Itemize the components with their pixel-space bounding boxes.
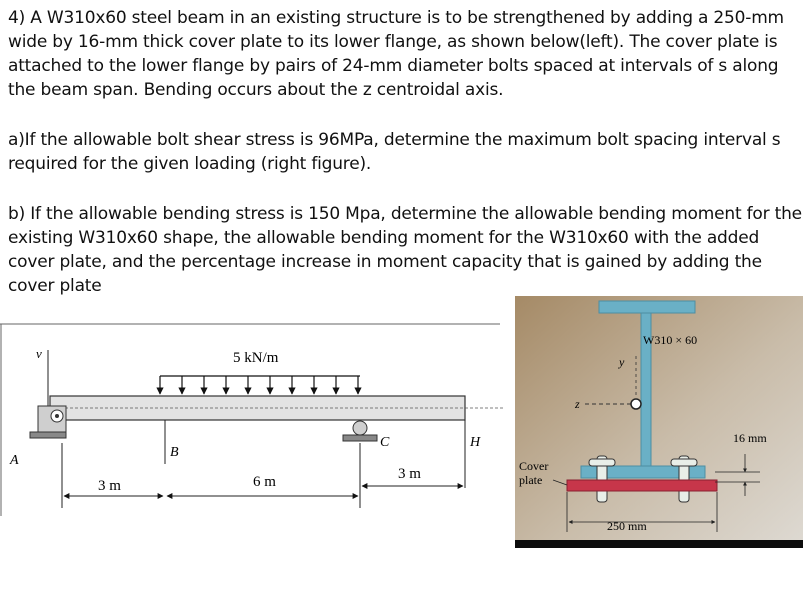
cover-plate bbox=[567, 480, 717, 491]
point-b-label: B bbox=[170, 445, 179, 460]
dim-label-ch: 3 m bbox=[398, 466, 421, 482]
point-a-label: A bbox=[10, 453, 19, 468]
problem-part-b: b) If the allowable bending stress is 150 Mpa, determine the allowable bending moment for the existing W310x60 shape, the allowable bending moment for the W310x60 with the added cover plate, and the percentage increase in moment capacity that is gained by adding the cover plate bbox=[8, 204, 802, 296]
y-label: y bbox=[619, 355, 625, 369]
centroid-marker bbox=[631, 399, 641, 409]
dim-label-ab: 3 m bbox=[98, 478, 121, 494]
cover-plate-label-2: plate bbox=[519, 473, 543, 487]
z-label: z bbox=[575, 397, 580, 411]
roller-support-c bbox=[343, 421, 377, 441]
shape-label: W310 × 60 bbox=[643, 333, 698, 347]
pin-support-a bbox=[30, 406, 66, 438]
v-label: v bbox=[36, 346, 42, 361]
photo-bottom-band bbox=[515, 540, 803, 548]
point-c-label: C bbox=[380, 435, 390, 450]
distributed-load-arrows bbox=[160, 376, 360, 394]
point-h-label: H bbox=[470, 435, 481, 450]
load-label: 5 kN/m bbox=[233, 350, 279, 366]
width-label: 250 mm bbox=[607, 519, 647, 533]
problem-part-a: a)If the allowable bolt shear stress is 96MPa, determine the maximum bolt spacing interval s required for the given loading (right figure). bbox=[8, 130, 781, 174]
problem-intro: 4) A W310x60 steel beam in an existing structure is to be strengthened by adding a 250-mm wide by 16-mm thick cover plate to its lower flange, as shown below(left). The cover plate is attached to the lower flange by pairs of 24-mm diameter bolts spaced at intervals of s along the beam span. Bending occurs about the z centroidal axis. bbox=[8, 8, 784, 100]
thickness-label: 16 mm bbox=[733, 431, 767, 445]
dim-label-bc: 6 m bbox=[253, 474, 276, 490]
beam-loading-figure bbox=[0, 318, 505, 518]
section-photo bbox=[515, 296, 803, 548]
cover-plate-label-1: Cover bbox=[519, 459, 549, 473]
